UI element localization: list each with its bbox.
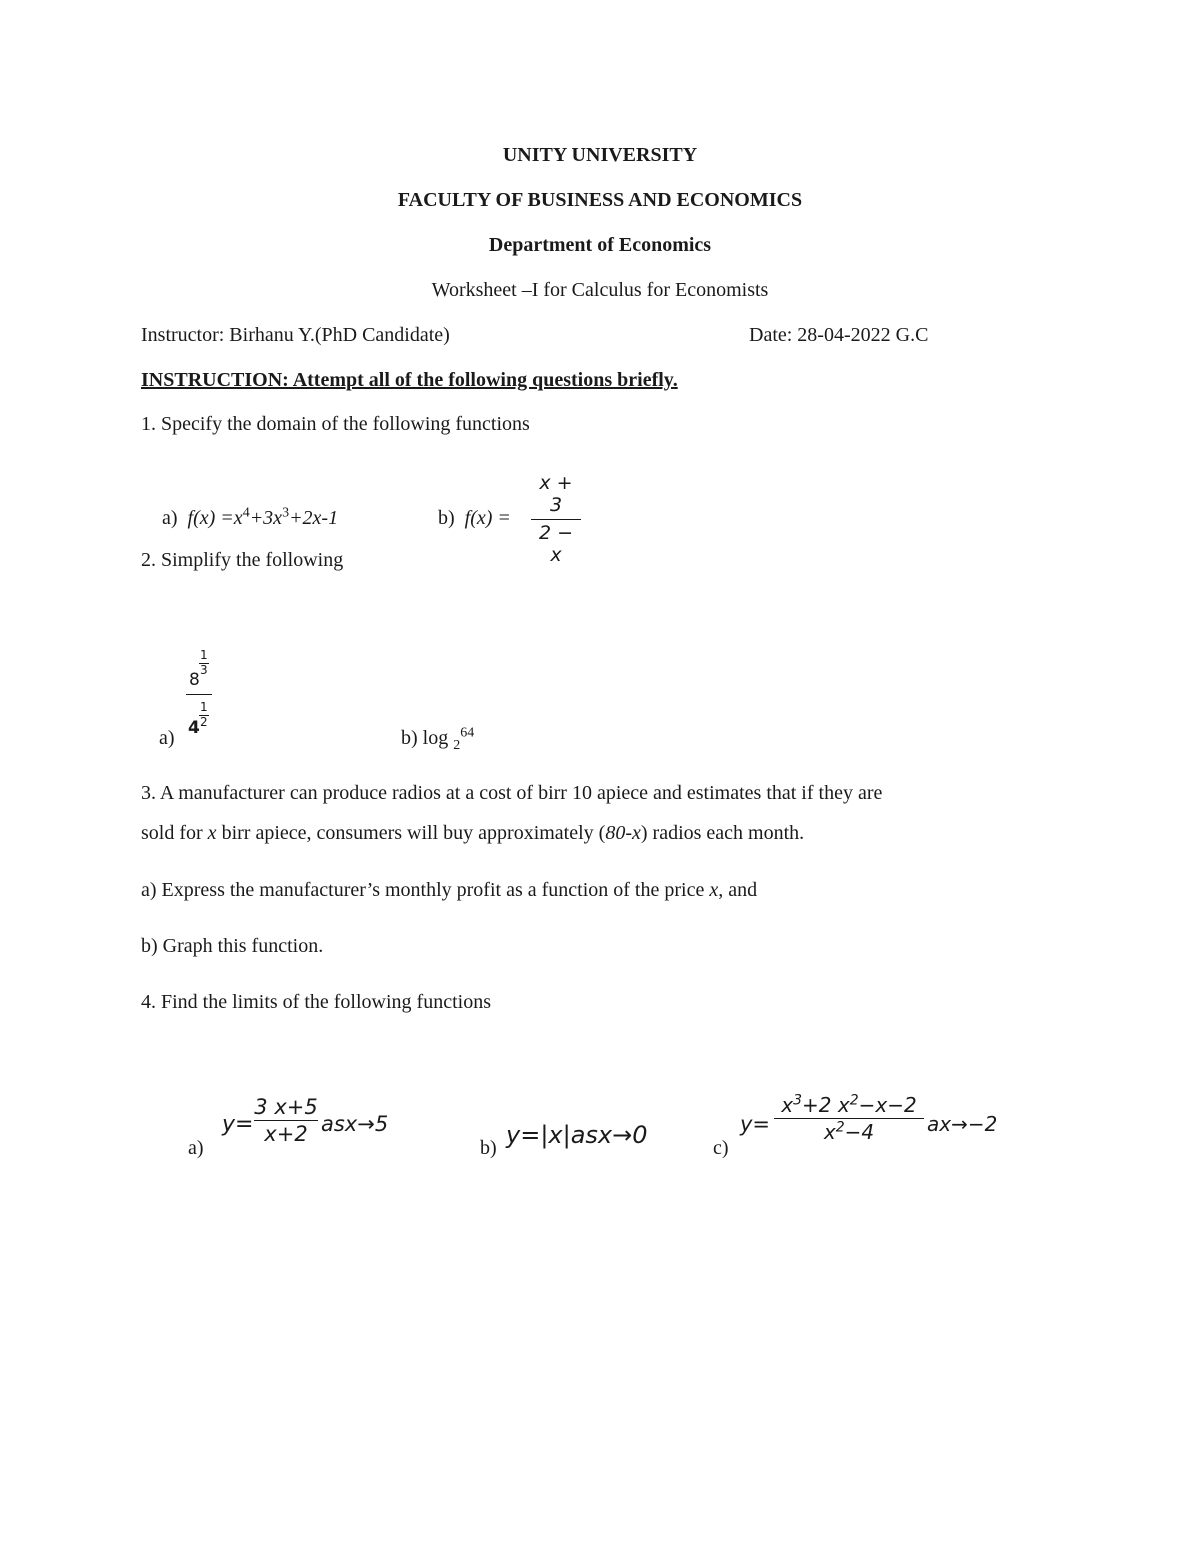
q2b-label: b) log [401, 727, 449, 749]
q2a-den-base: 4 [188, 718, 200, 738]
q4c-label: c) [713, 1137, 729, 1159]
q4c-num-tail: −x−2 [858, 1093, 917, 1117]
date-line: Date: 28-04-2022 G.C [749, 324, 929, 346]
q4c-numerator [774, 1093, 924, 1118]
q4c-num-2x: +2 x [802, 1093, 850, 1117]
q3-line1: 3. A manufacturer can produce radios at a cost of birr 10 apiece and estimates that if they are [141, 782, 883, 804]
q1a-tail: +2x-1 [289, 507, 339, 529]
q4c-denominator [774, 1119, 924, 1144]
q1-prompt: 1. Specify the domain of the following functions [141, 413, 530, 435]
q3-line2-pre: sold for [141, 822, 208, 844]
q3-line2 [141, 822, 804, 845]
q2a-label: a) [159, 727, 175, 749]
q2a-num-base: 8 [189, 670, 200, 690]
q1b [438, 507, 511, 530]
q2a-den-exp-den: 2 [200, 715, 208, 729]
q4a-y: y= [222, 1112, 254, 1137]
q1b-label: b) [438, 507, 455, 529]
worksheet-title: Worksheet –I for Calculus for Economists [431, 279, 769, 301]
q1a [162, 507, 338, 530]
q2a-den-exp-num: 1 [200, 700, 208, 714]
q2b-arg: 64 [460, 725, 475, 741]
university-title: UNITY UNIVERSITY [502, 144, 698, 166]
q4c-den-exp: 2 [835, 1119, 845, 1136]
q2a-fraction-bar [186, 694, 212, 695]
q4a-denominator: x+2 [264, 1122, 308, 1146]
q4c-den-x: x [823, 1120, 836, 1144]
q1a-mid: +3x [249, 507, 283, 529]
instruction: INSTRUCTION: Attempt all of the following questions briefly. [141, 369, 678, 391]
q2b-base: 2 [453, 738, 461, 753]
q2-prompt: 2. Simplify the following [141, 549, 344, 571]
q2a-num-exp-num: 1 [200, 648, 208, 662]
q4b-label: b) [480, 1137, 497, 1159]
q3a-post: , and [718, 879, 758, 901]
q4a-numerator: 3 x+5 [254, 1095, 318, 1119]
q2a-num-exp-den: 3 [200, 663, 208, 677]
faculty-title: FACULTY OF BUSINESS AND ECONOMICS [397, 189, 803, 211]
q1b-numerator: x + 3 [539, 472, 573, 516]
q3-line2-expr: 80-x [605, 822, 641, 844]
q2a-expression [186, 648, 220, 738]
q1a-exp2: 3 [282, 505, 290, 521]
q3a [141, 879, 757, 902]
q2b [401, 725, 475, 753]
q4c-num-x: x [781, 1093, 794, 1117]
q1a-fx: f(x) =x [187, 507, 243, 529]
department-title: Department of Economics [488, 234, 712, 256]
q4c-fraction [774, 1093, 924, 1144]
q3a-x: x [709, 879, 719, 901]
q4b-expression: y=|x|asx→0 [506, 1121, 648, 1149]
q4a-label: a) [188, 1137, 204, 1159]
q3-line2-mid: birr apiece, consumers will buy approximately ( [216, 822, 606, 844]
q1b-fx: f(x) = [464, 507, 511, 529]
q4c-tail: ax→−2 [927, 1112, 998, 1136]
q3-line2-post: ) radios each month. [640, 822, 805, 844]
q1a-exp1: 4 [242, 505, 250, 521]
q4c-num-exp1: 3 [793, 1092, 803, 1109]
q4c-den-tail: −4 [844, 1120, 875, 1144]
q4c-y: y= [740, 1112, 771, 1136]
q4a-fraction [254, 1095, 318, 1146]
instructor-line: Instructor: Birhanu Y.(PhD Candidate) [141, 324, 450, 346]
q1b-denominator: 2 − x [538, 522, 574, 566]
q1b-fraction [531, 472, 581, 566]
q4c-num-exp2: 2 [849, 1092, 859, 1109]
q4a-tail: asx→5 [321, 1112, 389, 1136]
q3b: b) Graph this function. [141, 935, 324, 957]
q4-prompt: 4. Find the limits of the following functions [141, 991, 491, 1013]
q3-line2-x: x [207, 822, 217, 844]
q3a-pre: a) Express the manufacturer’s monthly profit as a function of the price [141, 879, 710, 901]
q1a-label: a) [162, 507, 178, 529]
